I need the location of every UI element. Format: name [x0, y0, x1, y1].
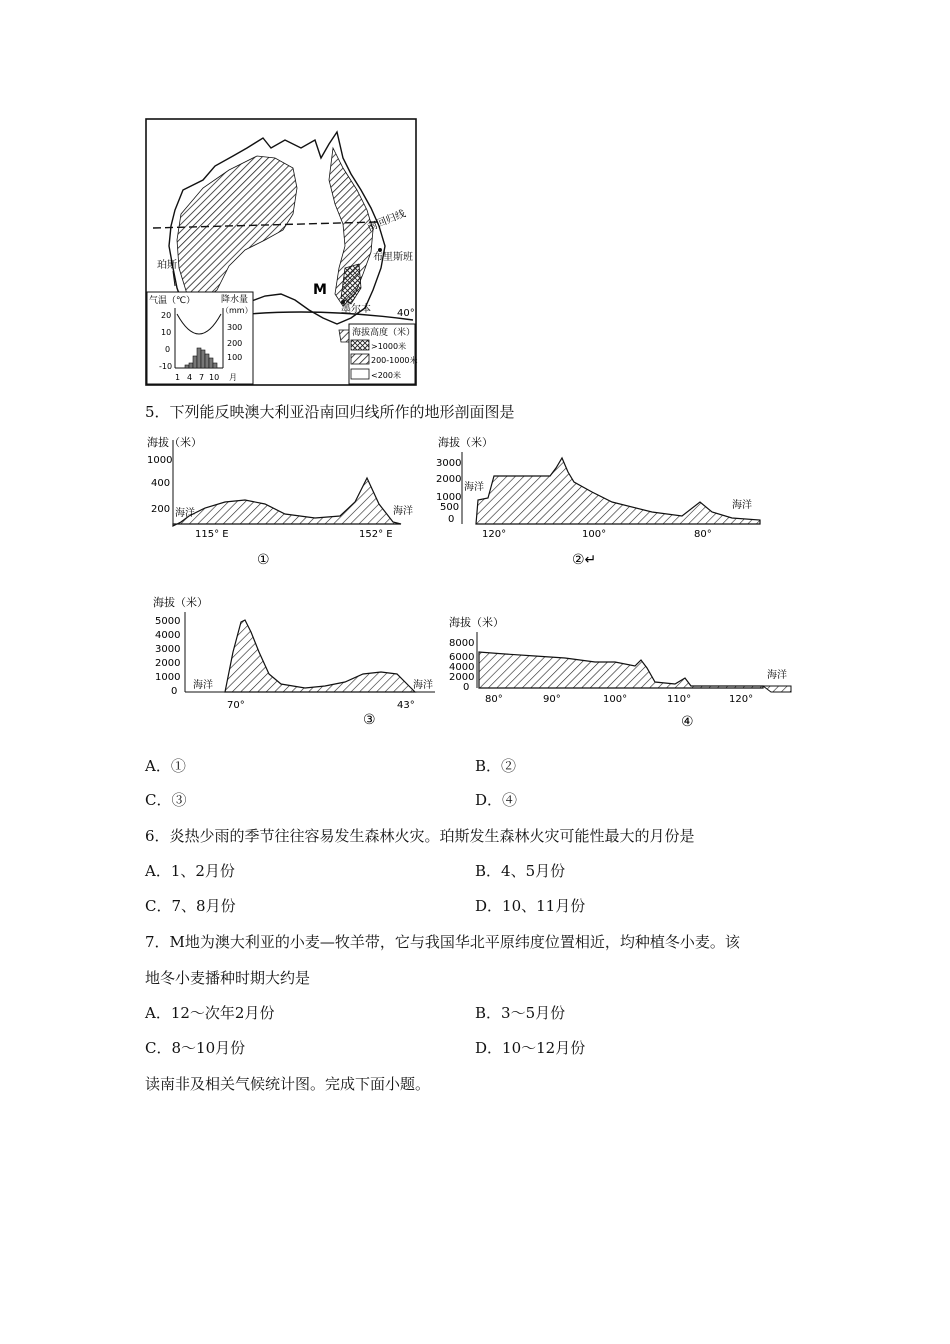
svg-text:-10: -10 [159, 362, 173, 371]
svg-text:0: 0 [171, 686, 178, 697]
svg-text:①: ① [257, 552, 270, 568]
profile-2 [432, 432, 770, 574]
svg-text:6000: 6000 [449, 652, 475, 663]
svg-text:500: 500 [440, 502, 460, 513]
q6-option-b[interactable]: B．4、5月份 [475, 862, 566, 880]
q6-option-a[interactable]: A．1、2月份 [145, 862, 235, 880]
q5-option-d[interactable]: D．④ [475, 791, 518, 809]
svg-text:100°: 100° [603, 694, 628, 705]
svg-text:110°: 110° [667, 694, 692, 705]
svg-text:2000: 2000 [436, 474, 462, 485]
svg-text:1000: 1000 [155, 672, 181, 683]
svg-text:>1000米: >1000米 [371, 342, 407, 351]
svg-text:海拔（米）: 海拔（米） [438, 436, 493, 449]
svg-text:20: 20 [161, 311, 172, 320]
q7-stem-line1: 7．M地为澳大利亚的小麦—牧羊带，它与我国华北平原纬度位置相近，均种植冬小麦。该 [145, 933, 740, 951]
perth-label: 珀斯 [157, 260, 177, 271]
svg-text:200: 200 [227, 339, 243, 348]
svg-text:300: 300 [227, 323, 243, 332]
svg-text:4000: 4000 [155, 630, 181, 641]
svg-text:3000: 3000 [155, 644, 181, 655]
q6-stem: 6．炎热少雨的季节往往容易发生森林火灾。珀斯发生森林火灾可能性最大的月份是 [145, 827, 695, 845]
svg-text:降水量: 降水量 [221, 295, 249, 305]
svg-text:海洋: 海洋 [464, 482, 484, 493]
q6-option-c[interactable]: C．7、8月份 [145, 897, 236, 915]
svg-text:3000: 3000 [436, 458, 462, 469]
svg-text:③: ③ [363, 712, 376, 728]
q5-option-c[interactable]: C．③ [145, 791, 187, 809]
profile-1 [145, 432, 413, 574]
lat40-label: 40° [397, 308, 415, 319]
svg-text:152° E: 152° E [359, 529, 393, 540]
svg-text:海洋: 海洋 [193, 680, 213, 691]
svg-text:120°: 120° [482, 529, 507, 540]
q7-option-b[interactable]: B．3～5月份 [475, 1004, 566, 1022]
svg-text:海洋: 海洋 [413, 680, 433, 691]
svg-text:0: 0 [463, 682, 470, 693]
svg-text:4000: 4000 [449, 662, 475, 673]
svg-text:100: 100 [227, 353, 243, 362]
svg-text:海拔（米）: 海拔（米） [147, 436, 202, 449]
brisbane-label: 布里斯班 [373, 252, 413, 263]
q7-option-d[interactable]: D．10～12月份 [475, 1039, 586, 1057]
svg-text:120°: 120° [729, 694, 754, 705]
q7-stem-line2: 地冬小麦播种时期大约是 [145, 969, 311, 987]
svg-text:0: 0 [165, 345, 171, 354]
svg-text:200-1000米: 200-1000米 [371, 356, 418, 365]
svg-text:80°: 80° [694, 529, 712, 540]
melbourne-label: 墨尔本 [341, 304, 371, 315]
elevation-legend [349, 324, 418, 384]
svg-text:月: 月 [229, 373, 237, 382]
svg-text:115° E: 115° E [195, 529, 229, 540]
svg-text:7: 7 [199, 373, 205, 382]
svg-text:200: 200 [151, 504, 171, 515]
svg-text:80°: 80° [485, 694, 503, 705]
svg-text:④: ④ [681, 714, 694, 730]
svg-text:70°: 70° [227, 700, 245, 711]
svg-text:海洋: 海洋 [732, 500, 752, 511]
svg-text:4: 4 [187, 373, 193, 382]
profile-3 [145, 592, 445, 734]
svg-text:（mm）: （mm） [221, 306, 253, 315]
svg-text:海洋: 海洋 [393, 506, 413, 517]
svg-text:2000: 2000 [449, 672, 475, 683]
svg-text:10: 10 [209, 373, 220, 382]
climate-chart [147, 292, 253, 384]
svg-text:海拔（米）: 海拔（米） [449, 616, 504, 629]
q7-option-a[interactable]: A．12～次年2月份 [145, 1004, 275, 1022]
svg-text:400: 400 [151, 478, 171, 489]
svg-text:43°: 43° [397, 700, 415, 711]
q5-stem: 5．下列能反映澳大利亚沿南回归线所作的地形剖面图是 [145, 403, 515, 421]
profile-4 [445, 612, 795, 734]
tropic-label: 南回归线 [366, 208, 408, 234]
svg-text:100°: 100° [582, 529, 607, 540]
svg-text:海洋: 海洋 [175, 508, 195, 519]
svg-text:海拔高度（米）: 海拔高度（米） [352, 328, 416, 338]
svg-text:1000: 1000 [147, 455, 173, 466]
svg-text:5000: 5000 [155, 616, 181, 627]
svg-text:10: 10 [161, 328, 172, 337]
q7-option-c[interactable]: C．8～10月份 [145, 1039, 246, 1057]
next-section-intro: 读南非及相关气候统计图。完成下面小题。 [145, 1075, 431, 1093]
svg-text:②↵: ②↵ [572, 552, 597, 568]
svg-text:2000: 2000 [155, 658, 181, 669]
svg-text:1000: 1000 [436, 492, 462, 503]
svg-text:气温（℃）: 气温（℃） [149, 296, 196, 306]
svg-text:8000: 8000 [449, 638, 475, 649]
q5-option-a[interactable]: A．① [145, 757, 186, 775]
svg-text:海拔（米）: 海拔（米） [153, 596, 208, 609]
svg-text:<200米: <200米 [371, 371, 401, 380]
svg-text:0: 0 [448, 514, 455, 525]
m-label: M [313, 282, 327, 298]
svg-text:海洋: 海洋 [767, 670, 787, 681]
australia-map-figure [145, 118, 417, 386]
q6-option-d[interactable]: D．10、11月份 [475, 897, 586, 915]
svg-text:1: 1 [175, 373, 181, 382]
svg-text:90°: 90° [543, 694, 561, 705]
q5-option-b[interactable]: B．② [475, 757, 517, 775]
